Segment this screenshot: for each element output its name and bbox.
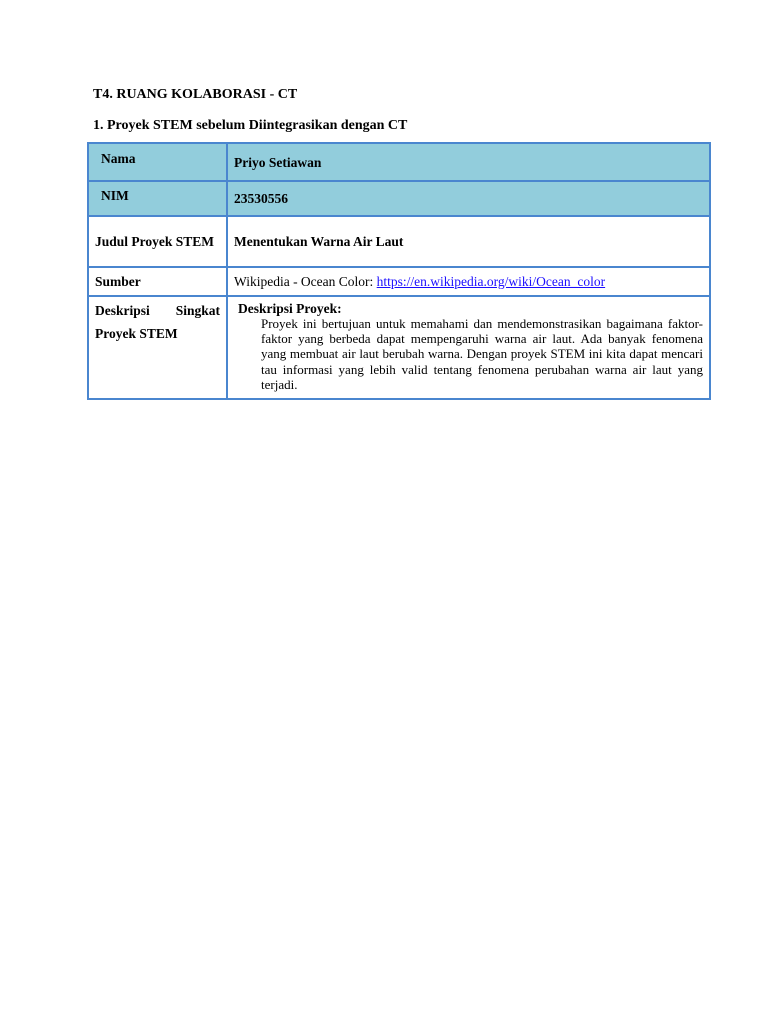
sumber-value (227, 267, 710, 296)
sumber-prefix: Wikipedia - Ocean Color: (234, 273, 377, 289)
table-row-judul (88, 216, 710, 267)
table-row-deskripsi (88, 296, 710, 399)
nama-label: Nama (88, 143, 227, 181)
judul-value: Menentukan Warna Air Laut (227, 216, 710, 267)
project-info-table (87, 142, 711, 400)
nim-value: 23530556 (227, 181, 710, 216)
nim-label: NIM (88, 181, 227, 216)
table-row-nim (88, 181, 710, 216)
deskripsi-value (227, 296, 710, 399)
deskripsi-label-line1: Deskripsi Singkat (95, 303, 220, 318)
sumber-label: Sumber (88, 267, 227, 296)
deskripsi-body: Proyek ini bertujuan untuk memahami dan mendemonstrasikan bagaimana faktor-faktor yang berbeda dapat mempengaruhi warna air laut. Ada banyak fenomena yang membuat air laut berubah warna. Dengan proyek STEM ini kita dapat mencari tau informasi yang lebih valid tentang fenomena perubahan warna air laut yang terjadi. (261, 316, 703, 392)
table-row-sumber (88, 267, 710, 296)
section-title: 1. Proyek STEM sebelum Diintegrasikan dengan CT (93, 118, 408, 133)
nama-value: Priyo Setiawan (227, 143, 710, 181)
deskripsi-label-line2: Proyek STEM (95, 326, 178, 341)
document-title: T4. RUANG KOLABORASI - CT (93, 87, 298, 102)
deskripsi-label (88, 296, 227, 399)
sumber-link[interactable]: https://en.wikipedia.org/wiki/Ocean_color (376, 273, 606, 289)
judul-label: Judul Proyek STEM (88, 216, 227, 267)
table-row-nama (88, 143, 710, 181)
deskripsi-heading: Deskripsi Proyek: (238, 301, 342, 316)
